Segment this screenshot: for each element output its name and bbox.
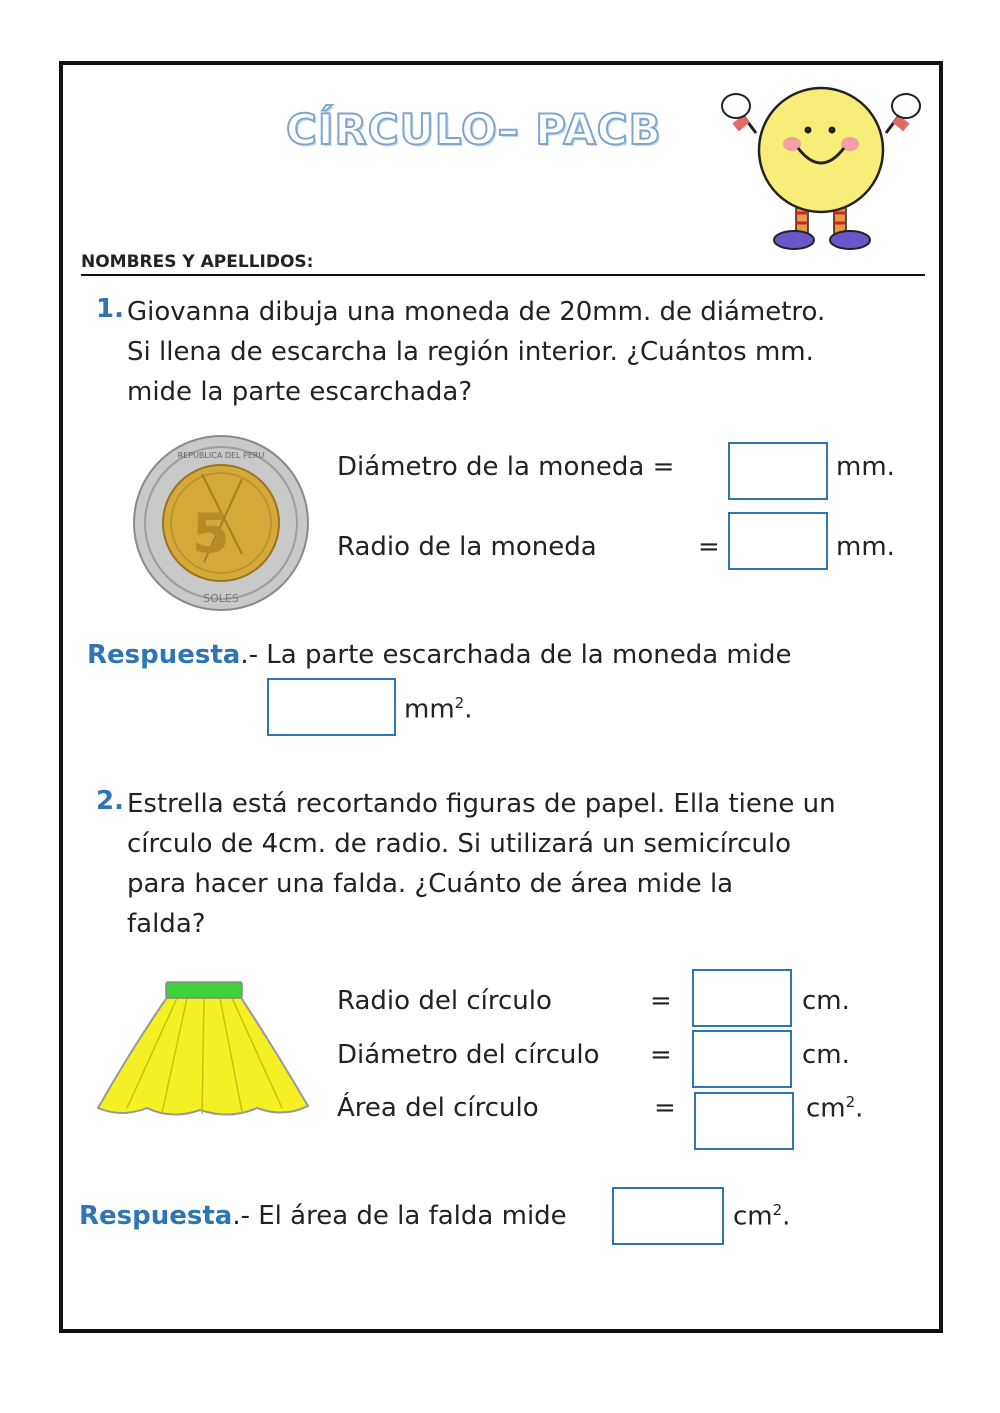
coin-radius-label: Radio de la moneda [337, 532, 597, 562]
question-1-line: Si llena de escarcha la región interior. ¿Cuántos mm. [127, 337, 814, 367]
coin-diameter-input[interactable] [728, 442, 828, 500]
question-1-line: mide la parte escarchada? [127, 377, 473, 407]
circle-radius-unit: cm. [802, 986, 850, 1016]
question-2-line: círculo de 4cm. de radio. Si utilizará un semicírculo [127, 829, 792, 859]
question-2-line: falda? [127, 909, 206, 939]
names-field[interactable] [81, 250, 925, 276]
answer-2-label: Respuesta [79, 1201, 233, 1231]
coin-radius-equals: = [698, 532, 720, 562]
answer-1-sentence [87, 640, 791, 670]
answer-2-unit: $cm^2$. [733, 1201, 791, 1232]
circle-radius-label: Radio del círculo [337, 986, 552, 1016]
circle-radius-equals: = [650, 986, 672, 1016]
question-1-text [127, 292, 825, 412]
circle-area-label: Área del círculo [337, 1093, 539, 1123]
skirt-illustration [92, 968, 314, 1148]
coin-bottom-text: SOLES [203, 592, 239, 605]
circle-diameter-label: Diámetro del círculo [337, 1040, 600, 1070]
circle-mascot-illustration [716, 78, 926, 254]
answer-2-text: .- El área de la falda mide [232, 1201, 567, 1231]
question-2-number: 2. [96, 786, 124, 816]
question-1-line: Giovanna dibuja una moneda de 20mm. de diámetro. [127, 297, 826, 327]
answer-1-unit: $mm^2$. [404, 694, 473, 725]
page-title: CÍRCULO– PACB [286, 105, 662, 154]
question-1-number: 1. [96, 294, 124, 324]
names-label: NOMBRES Y APELLIDOS: [81, 252, 314, 272]
question-2-line: para hacer una falda. ¿Cuánto de área mide la [127, 869, 734, 899]
question-2-text [127, 784, 836, 944]
coin-diameter-label: Diámetro de la moneda = [337, 452, 675, 482]
circle-radius-input[interactable] [692, 969, 792, 1027]
circle-area-input[interactable] [694, 1092, 794, 1150]
coin-numeral: 5 [192, 502, 230, 565]
circle-area-equals: = [654, 1093, 676, 1123]
answer-1-text: .- La parte escarchada de la moneda mide [240, 640, 792, 670]
answer-1-input[interactable] [267, 678, 396, 736]
question-2-line: Estrella está recortando figuras de papel. Ella tiene un [127, 789, 836, 819]
circle-diameter-input[interactable] [692, 1030, 792, 1088]
coin-illustration [132, 434, 310, 612]
answer-1-label: Respuesta [87, 640, 241, 670]
coin-top-text: REPUBLICA DEL PERU [177, 451, 265, 460]
circle-diameter-unit: cm. [802, 1040, 850, 1070]
coin-radius-input[interactable] [728, 512, 828, 570]
answer-2-sentence [79, 1201, 567, 1231]
answer-2-input[interactable] [612, 1187, 724, 1245]
circle-diameter-equals: = [650, 1040, 672, 1070]
coin-radius-unit: mm. [836, 532, 895, 562]
circle-area-unit: $cm^2$. [806, 1093, 864, 1124]
coin-diameter-unit: mm. [836, 452, 895, 482]
